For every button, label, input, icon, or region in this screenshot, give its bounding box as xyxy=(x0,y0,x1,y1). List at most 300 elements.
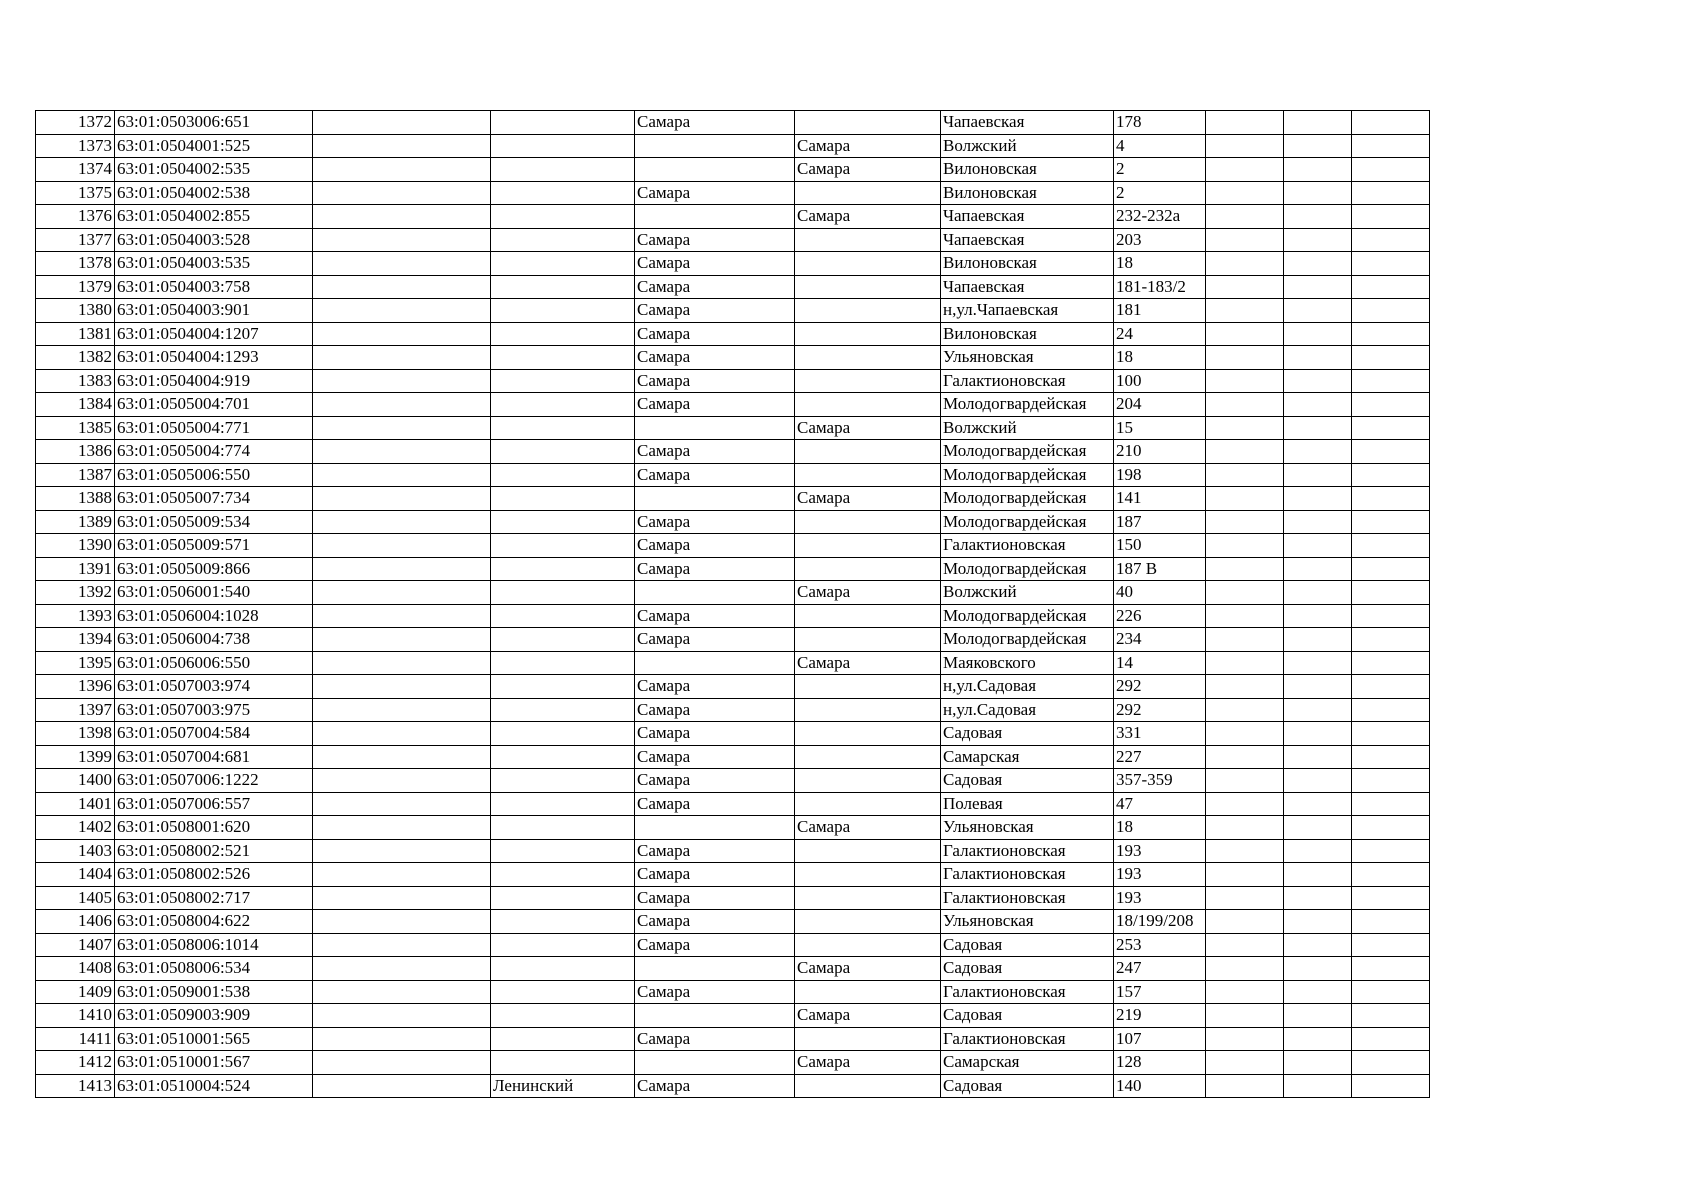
cell-house-number: 18 xyxy=(1114,252,1206,276)
cell-col-10 xyxy=(1284,769,1352,793)
cell-city: Самара xyxy=(635,111,795,135)
cell-col-11 xyxy=(1352,745,1430,769)
cell-col-10 xyxy=(1284,1074,1352,1098)
cell-locality: Самара xyxy=(795,205,941,229)
cell-col-10 xyxy=(1284,698,1352,722)
cell-row-number: 1411 xyxy=(36,1027,115,1051)
cell-cadastral-number: 63:01:0506004:738 xyxy=(115,628,313,652)
cell-col-9 xyxy=(1206,675,1284,699)
cell-district xyxy=(491,933,635,957)
cell-col-3 xyxy=(313,1004,491,1028)
cell-col-11 xyxy=(1352,886,1430,910)
cell-district xyxy=(491,557,635,581)
cell-cadastral-number: 63:01:0508002:717 xyxy=(115,886,313,910)
cell-street: Садовая xyxy=(941,1074,1114,1098)
cell-col-3 xyxy=(313,980,491,1004)
cell-col-9 xyxy=(1206,487,1284,511)
cell-house-number: 193 xyxy=(1114,886,1206,910)
cell-col-3 xyxy=(313,933,491,957)
cell-cadastral-number: 63:01:0504002:855 xyxy=(115,205,313,229)
cell-locality xyxy=(795,910,941,934)
cell-row-number: 1412 xyxy=(36,1051,115,1075)
cell-col-9 xyxy=(1206,1004,1284,1028)
cell-locality: Самара xyxy=(795,158,941,182)
cell-col-3 xyxy=(313,910,491,934)
cell-district xyxy=(491,863,635,887)
cell-row-number: 1392 xyxy=(36,581,115,605)
cell-row-number: 1399 xyxy=(36,745,115,769)
cell-col-3 xyxy=(313,487,491,511)
cell-col-3 xyxy=(313,698,491,722)
cell-col-9 xyxy=(1206,839,1284,863)
cell-col-10 xyxy=(1284,534,1352,558)
cell-col-10 xyxy=(1284,510,1352,534)
cell-col-3 xyxy=(313,299,491,323)
cell-cadastral-number: 63:01:0504003:758 xyxy=(115,275,313,299)
cell-district xyxy=(491,839,635,863)
cell-house-number: 24 xyxy=(1114,322,1206,346)
cell-col-3 xyxy=(313,839,491,863)
cell-locality xyxy=(795,769,941,793)
cell-col-10 xyxy=(1284,275,1352,299)
table-row xyxy=(36,980,1430,1004)
cell-col-9 xyxy=(1206,416,1284,440)
cell-col-11 xyxy=(1352,581,1430,605)
cell-house-number: 219 xyxy=(1114,1004,1206,1028)
cell-street: Волжский xyxy=(941,581,1114,605)
cell-locality xyxy=(795,252,941,276)
table-row xyxy=(36,463,1430,487)
table-row xyxy=(36,675,1430,699)
cell-street: Молодогвардейская xyxy=(941,487,1114,511)
cell-col-9 xyxy=(1206,322,1284,346)
cell-col-11 xyxy=(1352,675,1430,699)
cell-col-11 xyxy=(1352,957,1430,981)
cell-city: Самара xyxy=(635,534,795,558)
cell-col-3 xyxy=(313,369,491,393)
cell-col-11 xyxy=(1352,557,1430,581)
cell-district xyxy=(491,534,635,558)
cell-col-10 xyxy=(1284,675,1352,699)
cell-street: Садовая xyxy=(941,933,1114,957)
cell-house-number: 2 xyxy=(1114,158,1206,182)
cell-locality: Самара xyxy=(795,651,941,675)
cell-locality xyxy=(795,698,941,722)
cell-locality xyxy=(795,111,941,135)
cell-row-number: 1403 xyxy=(36,839,115,863)
table-row xyxy=(36,205,1430,229)
cell-street: Садовая xyxy=(941,769,1114,793)
cell-row-number: 1378 xyxy=(36,252,115,276)
cell-cadastral-number: 63:01:0503006:651 xyxy=(115,111,313,135)
cell-street: Ульяновская xyxy=(941,346,1114,370)
cell-street: Полевая xyxy=(941,792,1114,816)
cell-cadastral-number: 63:01:0510001:565 xyxy=(115,1027,313,1051)
cell-district xyxy=(491,322,635,346)
cell-col-11 xyxy=(1352,463,1430,487)
cell-col-10 xyxy=(1284,722,1352,746)
cell-row-number: 1389 xyxy=(36,510,115,534)
cell-house-number: 253 xyxy=(1114,933,1206,957)
cell-col-3 xyxy=(313,1051,491,1075)
cell-col-11 xyxy=(1352,416,1430,440)
table-row xyxy=(36,134,1430,158)
cell-col-9 xyxy=(1206,792,1284,816)
cell-city: Самара xyxy=(635,369,795,393)
cell-city: Самара xyxy=(635,863,795,887)
cell-district xyxy=(491,463,635,487)
cell-col-3 xyxy=(313,346,491,370)
table-row xyxy=(36,1051,1430,1075)
table-row xyxy=(36,886,1430,910)
cell-col-10 xyxy=(1284,1004,1352,1028)
table-row xyxy=(36,839,1430,863)
cell-street: Галактионовская xyxy=(941,534,1114,558)
cell-col-11 xyxy=(1352,181,1430,205)
cell-street: Самарская xyxy=(941,745,1114,769)
cell-house-number: 178 xyxy=(1114,111,1206,135)
cell-col-10 xyxy=(1284,557,1352,581)
cell-district xyxy=(491,886,635,910)
cell-district xyxy=(491,299,635,323)
cell-city xyxy=(635,651,795,675)
table-row xyxy=(36,510,1430,534)
cell-district xyxy=(491,346,635,370)
cell-cadastral-number: 63:01:0506006:550 xyxy=(115,651,313,675)
cell-locality xyxy=(795,440,941,464)
cell-street: Самарская xyxy=(941,1051,1114,1075)
cell-col-9 xyxy=(1206,1051,1284,1075)
cell-locality xyxy=(795,675,941,699)
cell-city: Самара xyxy=(635,839,795,863)
cell-col-3 xyxy=(313,651,491,675)
cell-row-number: 1384 xyxy=(36,393,115,417)
table-row xyxy=(36,933,1430,957)
cell-street: Молодогвардейская xyxy=(941,393,1114,417)
cell-col-9 xyxy=(1206,111,1284,135)
cell-street: Молодогвардейская xyxy=(941,557,1114,581)
cell-cadastral-number: 63:01:0510004:524 xyxy=(115,1074,313,1098)
cell-locality: Самара xyxy=(795,1004,941,1028)
cell-locality xyxy=(795,722,941,746)
cell-cadastral-number: 63:01:0508002:521 xyxy=(115,839,313,863)
cell-street: Волжский xyxy=(941,416,1114,440)
cell-house-number: 40 xyxy=(1114,581,1206,605)
cell-row-number: 1377 xyxy=(36,228,115,252)
cell-row-number: 1379 xyxy=(36,275,115,299)
cell-col-10 xyxy=(1284,604,1352,628)
cell-district xyxy=(491,980,635,1004)
cell-house-number: 181 xyxy=(1114,299,1206,323)
cell-house-number: 198 xyxy=(1114,463,1206,487)
cell-cadastral-number: 63:01:0505004:701 xyxy=(115,393,313,417)
cell-col-3 xyxy=(313,534,491,558)
cell-row-number: 1401 xyxy=(36,792,115,816)
cell-street: Галактионовская xyxy=(941,1027,1114,1051)
cell-col-11 xyxy=(1352,346,1430,370)
cell-cadastral-number: 63:01:0508001:620 xyxy=(115,816,313,840)
cell-city: Самара xyxy=(635,910,795,934)
cell-col-10 xyxy=(1284,463,1352,487)
cell-street: Чапаевская xyxy=(941,228,1114,252)
cell-col-11 xyxy=(1352,440,1430,464)
cell-col-10 xyxy=(1284,228,1352,252)
cell-cadastral-number: 63:01:0504004:919 xyxy=(115,369,313,393)
cell-locality: Самара xyxy=(795,957,941,981)
cell-col-10 xyxy=(1284,369,1352,393)
table-row xyxy=(36,252,1430,276)
cell-col-3 xyxy=(313,275,491,299)
cell-district xyxy=(491,769,635,793)
cell-street: Ульяновская xyxy=(941,910,1114,934)
cell-city: Самара xyxy=(635,1074,795,1098)
cell-col-9 xyxy=(1206,863,1284,887)
cell-house-number: 292 xyxy=(1114,698,1206,722)
cell-street: Вилоновская xyxy=(941,252,1114,276)
cell-col-11 xyxy=(1352,393,1430,417)
cell-col-11 xyxy=(1352,1027,1430,1051)
cell-city xyxy=(635,957,795,981)
cell-district xyxy=(491,628,635,652)
cell-row-number: 1397 xyxy=(36,698,115,722)
cell-col-11 xyxy=(1352,769,1430,793)
cell-col-10 xyxy=(1284,863,1352,887)
cell-house-number: 128 xyxy=(1114,1051,1206,1075)
table-row xyxy=(36,299,1430,323)
cell-col-11 xyxy=(1352,604,1430,628)
cell-cadastral-number: 63:01:0508002:526 xyxy=(115,863,313,887)
cell-street: Вилоновская xyxy=(941,158,1114,182)
cell-locality xyxy=(795,1027,941,1051)
cell-col-9 xyxy=(1206,1027,1284,1051)
cell-row-number: 1375 xyxy=(36,181,115,205)
cell-district xyxy=(491,792,635,816)
cell-col-3 xyxy=(313,228,491,252)
cell-col-3 xyxy=(313,510,491,534)
cell-col-11 xyxy=(1352,698,1430,722)
cell-district xyxy=(491,111,635,135)
cell-house-number: 140 xyxy=(1114,1074,1206,1098)
cell-col-10 xyxy=(1284,205,1352,229)
cell-col-11 xyxy=(1352,134,1430,158)
cell-col-3 xyxy=(313,816,491,840)
cell-district: Ленинский xyxy=(491,1074,635,1098)
table-row xyxy=(36,557,1430,581)
cell-city: Самара xyxy=(635,322,795,346)
cell-district xyxy=(491,1004,635,1028)
cell-col-9 xyxy=(1206,393,1284,417)
cadastral-table xyxy=(35,110,1430,1098)
cell-row-number: 1406 xyxy=(36,910,115,934)
cell-col-3 xyxy=(313,463,491,487)
cell-cadastral-number: 63:01:0507006:1222 xyxy=(115,769,313,793)
cell-street: н,ул.Чапаевская xyxy=(941,299,1114,323)
cell-col-3 xyxy=(313,1074,491,1098)
cell-street: Садовая xyxy=(941,957,1114,981)
table-row xyxy=(36,698,1430,722)
cell-city: Самара xyxy=(635,769,795,793)
table-row xyxy=(36,346,1430,370)
cell-col-11 xyxy=(1352,228,1430,252)
cell-city xyxy=(635,205,795,229)
table-row xyxy=(36,792,1430,816)
cell-district xyxy=(491,957,635,981)
cell-locality xyxy=(795,557,941,581)
cell-house-number: 193 xyxy=(1114,863,1206,887)
cell-row-number: 1372 xyxy=(36,111,115,135)
cell-cadastral-number: 63:01:0509003:909 xyxy=(115,1004,313,1028)
cell-district xyxy=(491,698,635,722)
cell-col-11 xyxy=(1352,275,1430,299)
cell-col-9 xyxy=(1206,651,1284,675)
cell-col-10 xyxy=(1284,440,1352,464)
cell-col-9 xyxy=(1206,980,1284,1004)
cell-col-10 xyxy=(1284,111,1352,135)
cell-locality: Самара xyxy=(795,1051,941,1075)
cell-cadastral-number: 63:01:0507006:557 xyxy=(115,792,313,816)
cell-city: Самара xyxy=(635,745,795,769)
cell-cadastral-number: 63:01:0504004:1207 xyxy=(115,322,313,346)
cell-col-10 xyxy=(1284,393,1352,417)
cell-col-9 xyxy=(1206,346,1284,370)
cell-col-3 xyxy=(313,322,491,346)
cell-col-3 xyxy=(313,769,491,793)
cell-cadastral-number: 63:01:0506001:540 xyxy=(115,581,313,605)
cell-locality xyxy=(795,604,941,628)
cell-col-9 xyxy=(1206,205,1284,229)
cell-house-number: 181-183/2 xyxy=(1114,275,1206,299)
cell-col-9 xyxy=(1206,534,1284,558)
cell-city xyxy=(635,1051,795,1075)
cell-col-10 xyxy=(1284,346,1352,370)
table-row xyxy=(36,581,1430,605)
cell-locality xyxy=(795,1074,941,1098)
cell-col-9 xyxy=(1206,722,1284,746)
cell-locality xyxy=(795,792,941,816)
cell-row-number: 1380 xyxy=(36,299,115,323)
cell-col-3 xyxy=(313,1027,491,1051)
cell-city: Самара xyxy=(635,722,795,746)
cell-col-11 xyxy=(1352,487,1430,511)
cell-cadastral-number: 63:01:0504003:901 xyxy=(115,299,313,323)
cell-locality xyxy=(795,980,941,1004)
table-row xyxy=(36,534,1430,558)
cell-row-number: 1390 xyxy=(36,534,115,558)
cell-house-number: 157 xyxy=(1114,980,1206,1004)
cell-col-11 xyxy=(1352,322,1430,346)
cell-locality xyxy=(795,863,941,887)
cell-col-10 xyxy=(1284,487,1352,511)
cell-col-9 xyxy=(1206,910,1284,934)
cell-house-number: 150 xyxy=(1114,534,1206,558)
cell-locality xyxy=(795,510,941,534)
cell-row-number: 1410 xyxy=(36,1004,115,1028)
cell-col-9 xyxy=(1206,463,1284,487)
cell-row-number: 1394 xyxy=(36,628,115,652)
cell-cadastral-number: 63:01:0505004:771 xyxy=(115,416,313,440)
cell-house-number: 292 xyxy=(1114,675,1206,699)
cell-row-number: 1400 xyxy=(36,769,115,793)
cell-row-number: 1402 xyxy=(36,816,115,840)
table-row xyxy=(36,416,1430,440)
cell-locality: Самара xyxy=(795,416,941,440)
cell-district xyxy=(491,651,635,675)
cell-col-10 xyxy=(1284,134,1352,158)
cell-row-number: 1413 xyxy=(36,1074,115,1098)
cell-house-number: 187 xyxy=(1114,510,1206,534)
cell-col-9 xyxy=(1206,957,1284,981)
cell-col-10 xyxy=(1284,957,1352,981)
cell-locality: Самара xyxy=(795,487,941,511)
cell-street: Садовая xyxy=(941,722,1114,746)
cell-cadastral-number: 63:01:0508006:1014 xyxy=(115,933,313,957)
cell-col-9 xyxy=(1206,698,1284,722)
cell-col-9 xyxy=(1206,769,1284,793)
cell-city xyxy=(635,134,795,158)
cell-house-number: 226 xyxy=(1114,604,1206,628)
cell-city xyxy=(635,581,795,605)
cell-col-11 xyxy=(1352,651,1430,675)
cell-city xyxy=(635,487,795,511)
cell-col-9 xyxy=(1206,369,1284,393)
cell-col-3 xyxy=(313,252,491,276)
cell-house-number: 2 xyxy=(1114,181,1206,205)
table-row xyxy=(36,745,1430,769)
table-row xyxy=(36,1074,1430,1098)
cell-locality xyxy=(795,393,941,417)
cell-col-10 xyxy=(1284,839,1352,863)
cell-col-9 xyxy=(1206,745,1284,769)
cell-city: Самара xyxy=(635,557,795,581)
cell-col-11 xyxy=(1352,1074,1430,1098)
cell-col-3 xyxy=(313,205,491,229)
cell-house-number: 193 xyxy=(1114,839,1206,863)
cell-col-10 xyxy=(1284,158,1352,182)
cell-col-9 xyxy=(1206,158,1284,182)
cell-city: Самара xyxy=(635,393,795,417)
cell-col-11 xyxy=(1352,369,1430,393)
cell-locality xyxy=(795,275,941,299)
cell-col-11 xyxy=(1352,792,1430,816)
cell-col-9 xyxy=(1206,1074,1284,1098)
cell-house-number: 227 xyxy=(1114,745,1206,769)
cell-col-3 xyxy=(313,440,491,464)
cell-locality xyxy=(795,228,941,252)
cell-street: Чапаевская xyxy=(941,111,1114,135)
table-row xyxy=(36,651,1430,675)
cell-row-number: 1385 xyxy=(36,416,115,440)
cell-cadastral-number: 63:01:0505007:734 xyxy=(115,487,313,511)
cell-city: Самара xyxy=(635,933,795,957)
cell-cadastral-number: 63:01:0509001:538 xyxy=(115,980,313,1004)
cell-city xyxy=(635,416,795,440)
cell-col-11 xyxy=(1352,252,1430,276)
cell-col-11 xyxy=(1352,510,1430,534)
cell-col-3 xyxy=(313,722,491,746)
cell-cadastral-number: 63:01:0504003:535 xyxy=(115,252,313,276)
cell-locality xyxy=(795,933,941,957)
cell-street: Волжский xyxy=(941,134,1114,158)
cell-col-11 xyxy=(1352,980,1430,1004)
cell-cadastral-number: 63:01:0504002:538 xyxy=(115,181,313,205)
cell-city: Самара xyxy=(635,252,795,276)
cell-col-10 xyxy=(1284,628,1352,652)
cell-row-number: 1408 xyxy=(36,957,115,981)
cell-street: Чапаевская xyxy=(941,205,1114,229)
cell-city: Самара xyxy=(635,463,795,487)
cell-cadastral-number: 63:01:0505006:550 xyxy=(115,463,313,487)
cell-locality xyxy=(795,181,941,205)
